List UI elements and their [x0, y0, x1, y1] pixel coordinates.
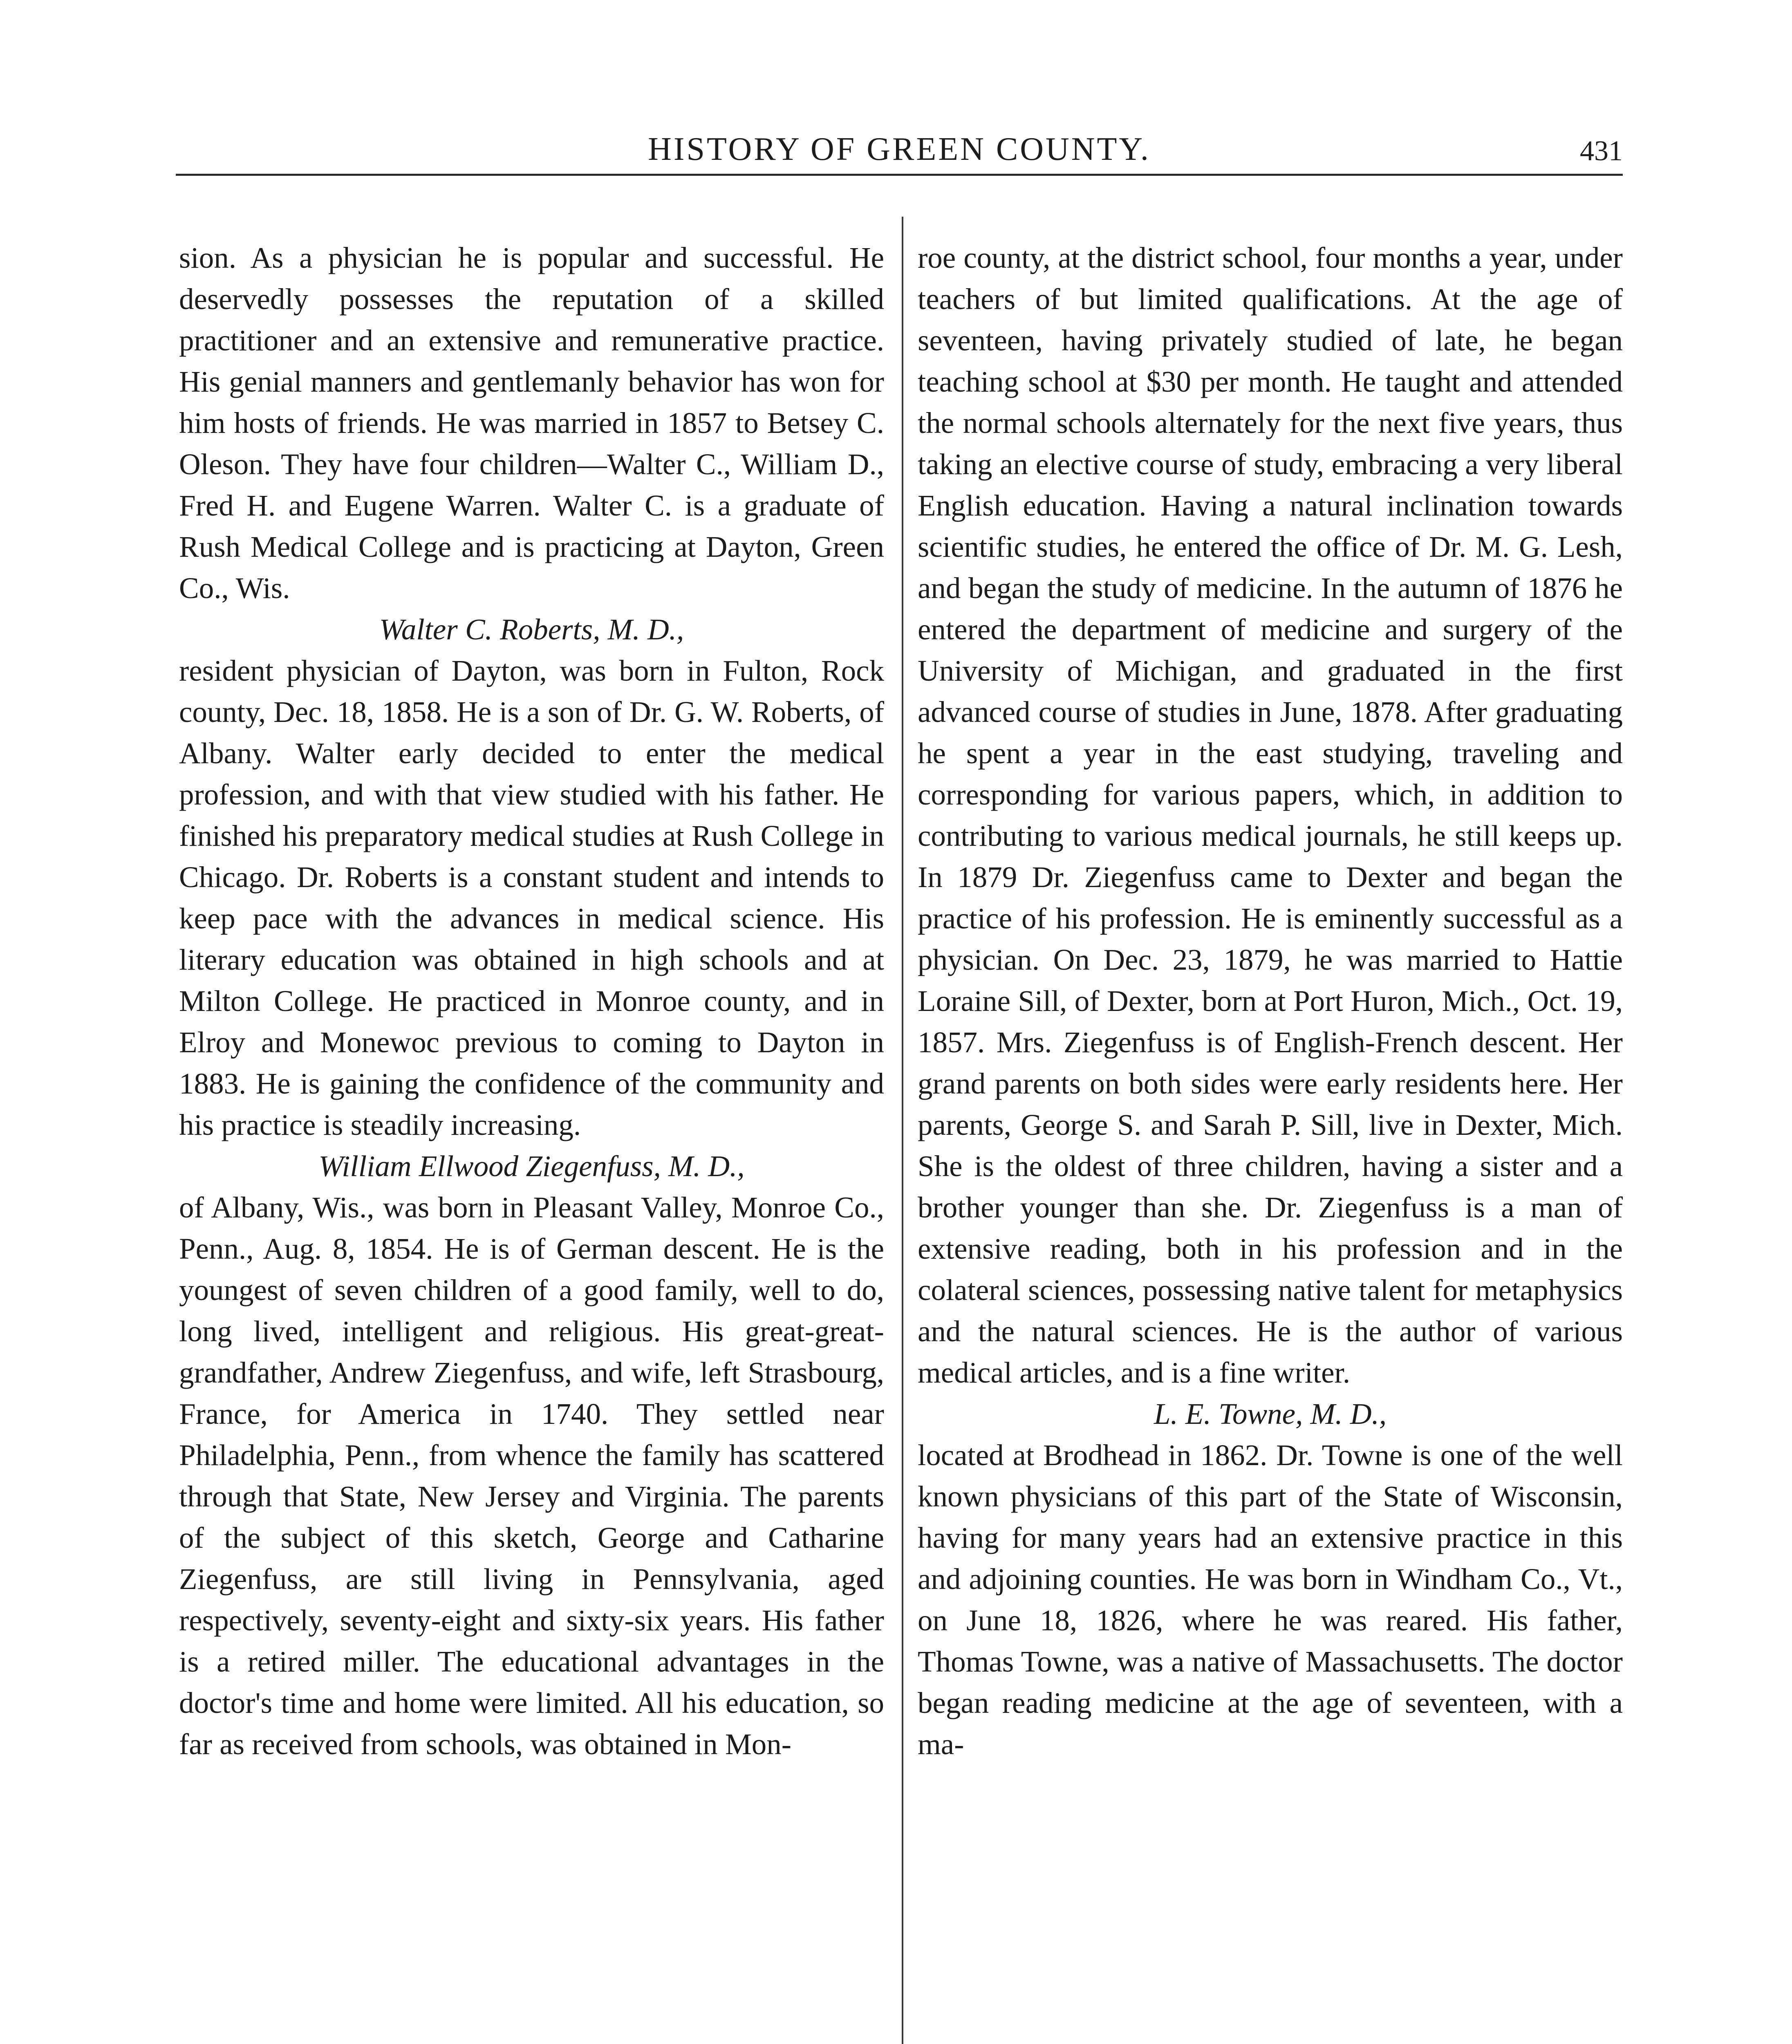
- column-divider: [902, 217, 903, 2044]
- running-head: HISTORY OF GREEN COUNTY.: [648, 131, 1151, 167]
- paragraph-ziegenfuss-continued: roe county, at the district school, four months a year, under teachers of but limited qualifications. At the age of seventeen, having privately studied of late, he began teaching school at $30 per month. He taught and attended the normal schools alternately for the next five years, thus taking an elective course of study, embracing a very liberal English education. Having a natural inclination towards scientific studies, he entered the office of Dr. M. G. Lesh, and began the study of medicine. In the autumn of 1876 he entered the department of medicine and surgery of the University of Michigan, and graduated in the first advanced course of studies in June, 1878. After graduating he spent a year in the east studying, traveling and corresponding for various papers, which, in addition to contributing to various medical journals, he still keeps up. In 1879 Dr. Ziegenfuss came to Dexter and began the practice of his profession. He is eminently successful as a physician. On Dec. 23, 1879, he was married to Hattie Loraine Sill, of Dexter, born at Port Huron, Mich., Oct. 19, 1857. Mrs. Ziegenfuss is of English-French descent. Her grand parents on both sides were early residents here. Her parents, George S. and Sarah P. Sill, live in Dexter, Mich. She is the oldest of three children, having a sister and a brother younger than she. Dr. Ziegenfuss is a man of extensive reading, both in his profession and in the colateral sciences, possessing native talent for metaphysics and the natural sciences. He is the author of various medical articles, and is a fine writer.: [918, 241, 1623, 1389]
- paragraph-roberts: resident physician of Dayton, was born in Fulton, Rock county, Dec. 18, 1858. He is a son of Dr. G. W. Roberts, of Albany. Walter early decided to enter the medical profession, and with that view studied with his father. He finished his preparatory medical studies at Rush College in Chicago. Dr. Roberts is a constant student and intends to keep pace with the advances in medical science. His literary education was obtained in high schools and at Milton College. He practiced in Monroe county, and in Elroy and Monewoc previous to coming to Dayton in 1883. He is gaining the confidence of the community and his practice is steadily increasing.: [179, 654, 884, 1141]
- paragraph-oleson-family: sion. As a physician he is popular and successful. He deservedly possesses the reputation of a skilled practitioner and an extensive and remunerative practice. His genial manners and gentlemanly behavior has won for him hosts of friends. He was married in 1857 to Betsey C. Oleson. They have four children—Walter C., William D., Fred H. and Eugene Warren. Walter C. is a graduate of Rush Medical College and is practicing at Dayton, Green Co., Wis.: [179, 241, 884, 605]
- page-number: 431: [1580, 135, 1623, 167]
- entry-heading-towne: L. E. Towne, M. D.,: [1154, 1397, 1387, 1430]
- entry-heading-ziegenfuss: William Ellwood Ziegenfuss, M. D.,: [318, 1150, 745, 1183]
- header-rule: [176, 174, 1623, 176]
- page-header: [176, 123, 1623, 172]
- left-column: [179, 237, 884, 1765]
- paragraph-towne: located at Brodhead in 1862. Dr. Towne is one of the well known physicians of this part of the State of Wisconsin, having for many years had an extensive practice in this and adjoining counties. He was born in Windham Co., Vt., on June 18, 1826, where he was reared. His father, Thomas Towne, was a native of Massachusetts. The doctor began reading medicine at the age of seventeen, with a ma-: [918, 1439, 1623, 1761]
- entry-heading-roberts: Walter C. Roberts, M. D.,: [379, 613, 684, 646]
- paragraph-ziegenfuss: of Albany, Wis., was born in Pleasant Valley, Monroe Co., Penn., Aug. 8, 1854. He is of German descent. He is the youngest of seven children of a good family, well to do, long lived, intelligent and religious. His great-great-grandfather, Andrew Ziegenfuss, and wife, left Strasbourg, France, for America in 1740. They settled near Philadelphia, Penn., from whence the family has scattered through that State, New Jersey and Virginia. The parents of the subject of this sketch, George and Catharine Ziegenfuss, are still living in Pennsylvania, aged respectively, seventy-eight and sixty-six years. His father is a retired miller. The educational advantages in the doctor's time and home were limited. All his education, so far as received from schools, was obtained in Mon-: [179, 1191, 884, 1761]
- right-column: [918, 237, 1623, 1765]
